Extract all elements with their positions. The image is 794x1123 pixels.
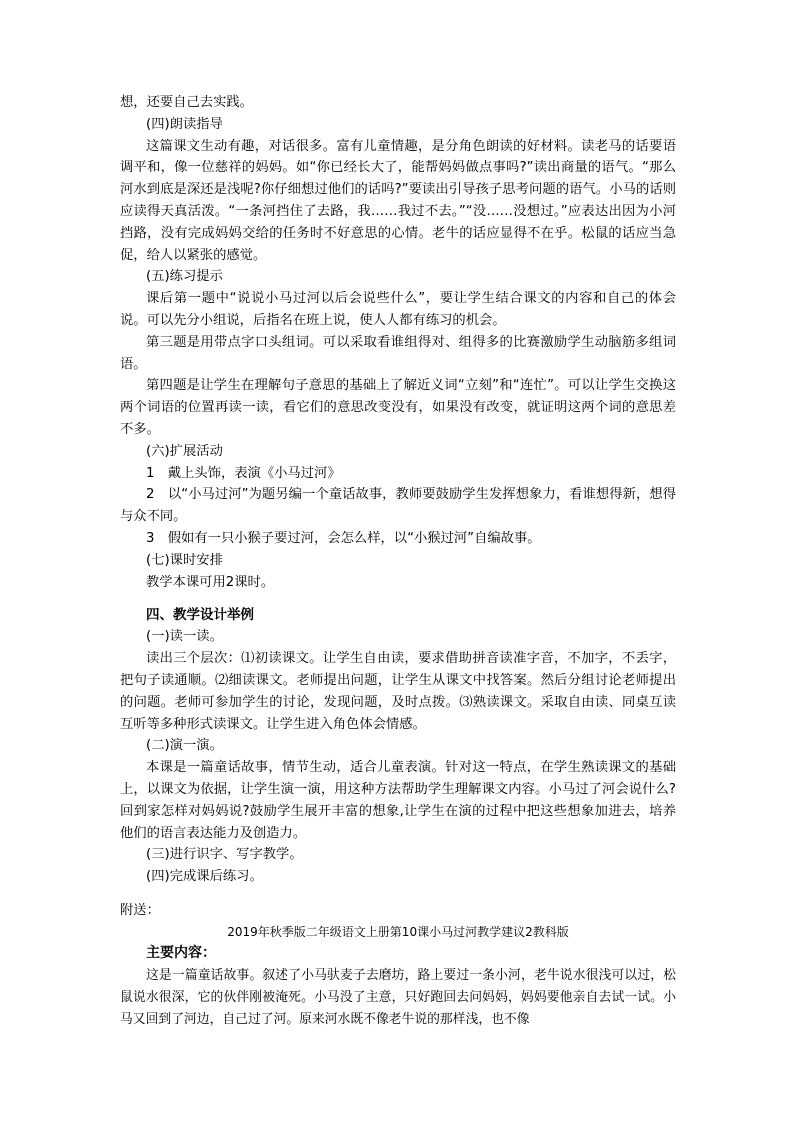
paragraph: 这是一篇童话故事。叙述了小马驮麦子去磨坊，路上要过一条小河，老牛说水很浅可以过，松鼠说水很深，它的伙伴刚被淹死。小马没了主意，只好跑回去问妈妈，妈妈要他亲自去试一试。小马又回到了河边，自己过了河。原来河水既不像老牛说的那样浅，也不像 (120, 968, 676, 1027)
list-item: 2 以“小马过河”为题另编一个童话故事，教师要鼓励学生发挥想象力，看谁想得新，想得与众不同。 (120, 487, 676, 525)
list-item: 1 戴上头饰，表演《小马过河》 (146, 465, 341, 481)
paragraph: 读出三个层次：⑴初读课文。让学生自由读，要求借助拼音读准字音，不加字，不丢字，把句子读通顺。⑵细读课文。老师提出问题，让学生从课文中找答案。然后分组讨论老师提出的问题。老师可参加学生的讨论，发现问题，及时点拨。⑶熟读课文。采取自由读、同桌互读互听等多种形式读课文。让学生进入角色体会情感。 (120, 651, 676, 732)
appendix-title: 2019年秋季版二年级语文上册第10课小马过河教学建议2教科版 (227, 924, 569, 939)
main-content-heading: 主要内容： (146, 945, 216, 962)
appendix-label: 附送： (120, 902, 160, 918)
paragraph: 第四题是让学生在理解句子意思的基础上了解近义词“立刻”和“连忙”。可以让学生交换这两个词语的位置再读一读，看它们的意思改变没有，如果没有改变，就证明这两个词的意思差不多。 (120, 378, 676, 437)
subheading-exercise-tips: (五)练习提示 (146, 269, 223, 285)
paragraph: 课后第一题中“说说小马过河以后会说些什么”，要让学生结合课文的内容和自己的体会说。可以先分小组说，后指名在班上说，使人人都有练习的机会。 (120, 291, 676, 328)
paragraph: 想，还要自己去实践。 (120, 95, 253, 110)
subheading-read: (一)读一读。 (146, 629, 223, 645)
section-heading: 四、教学设计举例 (146, 607, 254, 624)
spacer (120, 888, 676, 900)
subheading-schedule: (七)课时安排 (146, 552, 223, 568)
paragraph: 教学本课可用2课时。 (146, 574, 275, 590)
subheading-exercises: (四)完成课后练习。 (146, 869, 263, 885)
paragraph: 本课是一篇童话故事，情节生动，适合儿童表演。针对这一特点，在学生熟读课文的基础上，以课文为依据，让学生演一演，用这种方法帮助学生理解课文内容。小马过了河会说什么?回到家怎样对妈妈说?鼓励学生展开丰富的想象,让学生在演的过程中把这些想象加进去，培养他们的语言表达能力及创造力。 (120, 760, 676, 841)
subheading-literacy: (三)进行识字、写字教学。 (146, 847, 303, 863)
subheading-act: (二)演一演。 (146, 738, 223, 754)
subheading-extension-activities: (六)扩展活动 (146, 443, 223, 459)
document-page (120, 92, 676, 1031)
paragraph: 第三题是用带点字口头组词。可以采取看谁组得对、组得多的比赛激励学生动脑筋多组词语。 (120, 334, 676, 372)
paragraph: 这篇课文生动有趣，对话很多。富有儿童情趣，是分角色朗读的好材料。读老马的话要语调平和，像一位慈祥的妈妈。如“你已经长大了，能帮妈妈做点事吗?”读出商量的语气。“那么河水到底是深还是浅呢?你仔细想过他们的话吗?”要读出引导孩子思考问题的语气。小马的话则应读得天真活泼。“一条河挡住了去路，我……我过不去。”“没……没想过。”应表达出因为小河挡路，没有完成妈妈交给的任务时不好意思的心情。老牛的话应显得不在乎。松鼠的话应当急促，给人以紧张的感觉。 (120, 138, 676, 263)
list-item: 3 假如有一只小猴子要过河，会怎么样，以“小猴过河”自编故事。 (146, 530, 541, 546)
subheading-reading-guide: (四)朗读指导 (146, 116, 223, 132)
